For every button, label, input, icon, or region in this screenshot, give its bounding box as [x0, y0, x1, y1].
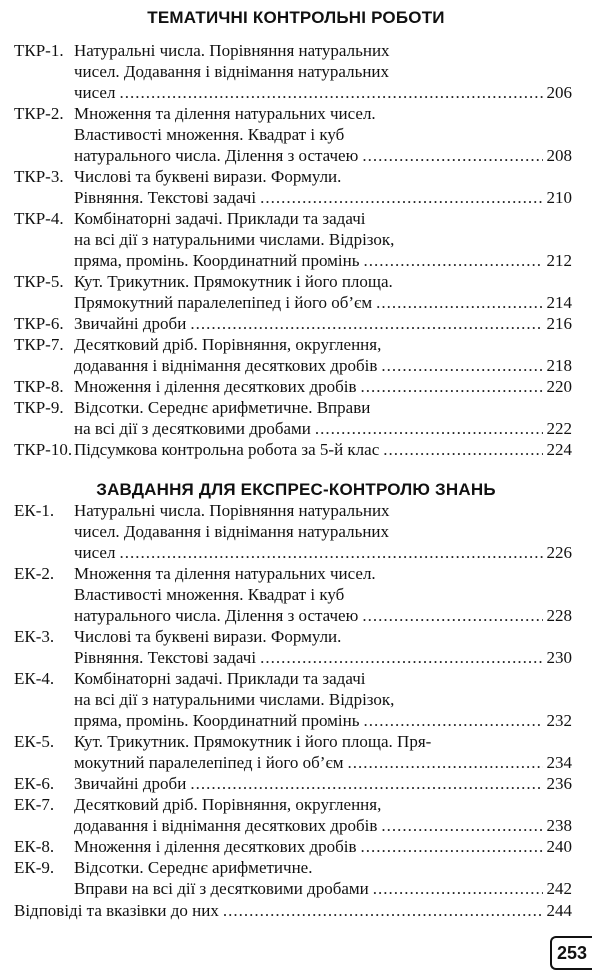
toc-entry[interactable]	[14, 857, 572, 899]
toc-page-number: 226	[546, 543, 572, 562]
toc-entry-text: Відсотки. Середнє арифметичне. Вправи	[74, 398, 371, 417]
toc-page-number: 244	[546, 901, 572, 920]
toc-entry-text: Властивості множення. Квадрат і куб	[74, 125, 345, 144]
toc-entry-text: Кут. Трикутник. Прямокутник і його площа. Пря-	[74, 732, 432, 751]
toc-page-number: 230	[546, 648, 572, 667]
toc-page-number: 210	[546, 188, 572, 207]
toc-entry-code: ЕК-8.	[14, 837, 55, 856]
dot-leader	[190, 313, 542, 334]
toc-entry-text: додавання і віднімання десяткових дробів	[74, 356, 378, 375]
toc-entry-text: чисел. Додавання і віднімання натуральних	[74, 62, 390, 81]
dot-leader	[362, 605, 542, 626]
toc-entry[interactable]	[14, 563, 572, 626]
toc-entry-text: натурального числа. Ділення з остачею	[74, 146, 359, 165]
toc-entry-code: ЕК-5.	[14, 732, 55, 751]
toc-entry-text: Рівняння. Текстові задачі	[74, 648, 257, 667]
toc-page-number: 242	[546, 879, 572, 898]
dot-leader	[348, 752, 543, 773]
section-title-thematic-tests: ТЕМАТИЧНІ КОНТРОЛЬНІ РОБОТИ	[147, 8, 445, 27]
toc-entry-text: додавання і віднімання десяткових дробів	[74, 816, 378, 835]
toc-entry[interactable]	[14, 397, 572, 439]
toc-entry[interactable]	[14, 166, 572, 208]
toc-entry[interactable]	[14, 836, 572, 857]
toc-entry-text: Числові та буквені вирази. Формули.	[74, 167, 342, 186]
toc-page-number: 220	[546, 377, 572, 396]
toc-entry-code: ЕК-6.	[14, 774, 55, 793]
section-title-express-control: ЗАВДАННЯ ДЛЯ ЕКСПРЕС-КОНТРОЛЮ ЗНАНЬ	[96, 480, 496, 499]
toc-entry-text: Натуральні числа. Порівняння натуральних	[74, 501, 390, 520]
toc-page-number: 212	[546, 251, 572, 270]
dot-leader	[361, 836, 543, 857]
toc-entry[interactable]	[14, 40, 572, 103]
toc-entry[interactable]	[14, 668, 572, 731]
toc-entry-code: ТКР-9.	[14, 398, 64, 417]
toc-entry-text: Кут. Трикутник. Прямокутник і його площа.	[74, 272, 393, 291]
toc-entry-text: Відповіді та вказівки до них	[14, 901, 219, 920]
toc-entry-text: пряма, промінь. Координатний промінь	[74, 251, 360, 270]
toc-entry-text: Множення та ділення натуральних чисел.	[74, 564, 376, 583]
toc-page-number: 240	[546, 837, 572, 856]
toc-entry-text: Підсумкова контрольна робота за 5-й клас	[74, 440, 380, 459]
toc-page-number: 208	[546, 146, 572, 165]
dot-leader	[260, 187, 542, 208]
toc-entry-text: Звичайні дроби	[74, 314, 187, 333]
toc-entry-code: ЕК-3.	[14, 627, 55, 646]
toc-entry-code: ТКР-3.	[14, 167, 64, 186]
dot-leader	[119, 542, 542, 563]
dot-leader	[364, 250, 543, 271]
toc-entry-text: мокутний паралелепіпед і його об’єм	[74, 753, 344, 772]
toc-entry-code: ЕК-4.	[14, 669, 55, 688]
toc-entry-text: Множення і ділення десяткових дробів	[74, 377, 357, 396]
toc-entry-text: Звичайні дроби	[74, 774, 187, 793]
toc-page-number: 232	[546, 711, 572, 730]
toc-page-number: 216	[546, 314, 572, 333]
toc-entry-text: Десятковий дріб. Порівняння, округлення,	[74, 335, 382, 354]
dot-leader	[381, 815, 542, 836]
toc-entry[interactable]	[14, 313, 572, 334]
toc-entry-text: чисел	[74, 543, 116, 562]
dot-leader	[364, 710, 543, 731]
toc-page-number: 234	[546, 753, 572, 772]
dot-leader	[373, 878, 543, 899]
toc-entry-text: Десятковий дріб. Порівняння, округлення,	[74, 795, 382, 814]
toc-entry-text: Комбінаторні задачі. Приклади та задачі	[74, 209, 366, 228]
toc-entry-text: Множення та ділення натуральних чисел.	[74, 104, 376, 123]
toc-entry-text: Натуральні числа. Порівняння натуральних	[74, 41, 390, 60]
toc-entry-code: ТКР-4.	[14, 209, 64, 228]
toc-entry[interactable]	[14, 334, 572, 376]
toc-entry-code: ТКР-10.	[14, 440, 73, 459]
dot-leader	[315, 418, 543, 439]
toc-page-number: 238	[546, 816, 572, 835]
toc-entry-code: ЕК-9.	[14, 858, 55, 877]
toc-entry-code: ЕК-2.	[14, 564, 55, 583]
toc-page-number: 218	[546, 356, 572, 375]
toc-entry-text: Відсотки. Середнє арифметичне.	[74, 858, 313, 877]
toc-entry-text: натурального числа. Ділення з остачею	[74, 606, 359, 625]
toc-entry-text: Прямокутний паралелепіпед і його об’єм	[74, 293, 373, 312]
dot-leader	[260, 647, 542, 668]
toc-entry-text: на всі дії з десятковими дробами	[74, 419, 311, 438]
toc-entry[interactable]	[14, 731, 572, 773]
dot-leader	[190, 773, 542, 794]
toc-page-number: 214	[546, 293, 572, 312]
toc-entry[interactable]	[14, 500, 572, 563]
toc-entry-code: ТКР-1.	[14, 41, 64, 60]
toc-entry-code: ТКР-5.	[14, 272, 64, 291]
toc-entry-text: пряма, промінь. Координатний промінь	[74, 711, 360, 730]
dot-leader	[223, 900, 543, 921]
toc-entry[interactable]	[14, 439, 572, 460]
toc-entry[interactable]	[14, 376, 572, 397]
toc-entry-text: Числові та буквені вирази. Формули.	[74, 627, 342, 646]
toc-entry-code: ЕК-1.	[14, 501, 55, 520]
toc-entry[interactable]	[14, 626, 572, 668]
toc-page-number: 206	[546, 83, 572, 102]
toc-entry-text: Множення і ділення десяткових дробів	[74, 837, 357, 856]
dot-leader	[119, 82, 542, 103]
toc-entry-text: Властивості множення. Квадрат і куб	[74, 585, 345, 604]
toc-entry[interactable]	[14, 208, 572, 271]
toc-page-number: 224	[546, 440, 572, 459]
toc-entry[interactable]	[14, 103, 572, 166]
toc-entry-text: Рівняння. Текстові задачі	[74, 188, 257, 207]
toc-entry-text: чисел. Додавання і віднімання натуральних	[74, 522, 390, 541]
toc-entry-text: на всі дії з натуральними числами. Відрізок,	[74, 690, 395, 709]
dot-leader	[381, 355, 542, 376]
toc-entry-answers[interactable]	[14, 900, 572, 921]
page-number-badge: 253	[550, 936, 592, 970]
toc-entry-text: чисел	[74, 83, 116, 102]
toc-entry[interactable]	[14, 773, 572, 794]
toc-entry[interactable]	[14, 271, 572, 313]
toc-entry-code: ТКР-2.	[14, 104, 64, 123]
toc-entry-text: Комбінаторні задачі. Приклади та задачі	[74, 669, 366, 688]
dot-leader	[361, 376, 543, 397]
toc-page-number: 228	[546, 606, 572, 625]
toc-page-number: 222	[546, 419, 572, 438]
toc-entry-text: на всі дії з натуральними числами. Відрізок,	[74, 230, 395, 249]
dot-leader	[362, 145, 542, 166]
toc-page-number: 236	[546, 774, 572, 793]
dot-leader	[383, 439, 542, 460]
toc-entry-code: ТКР-7.	[14, 335, 64, 354]
toc-entry-code: ТКР-8.	[14, 377, 64, 396]
toc-entry-code: ЕК-7.	[14, 795, 55, 814]
toc-entry-code: ТКР-6.	[14, 314, 64, 333]
toc-entry-text: Вправи на всі дії з десятковими дробами	[74, 879, 369, 898]
toc-entry[interactable]	[14, 794, 572, 836]
dot-leader	[376, 292, 542, 313]
